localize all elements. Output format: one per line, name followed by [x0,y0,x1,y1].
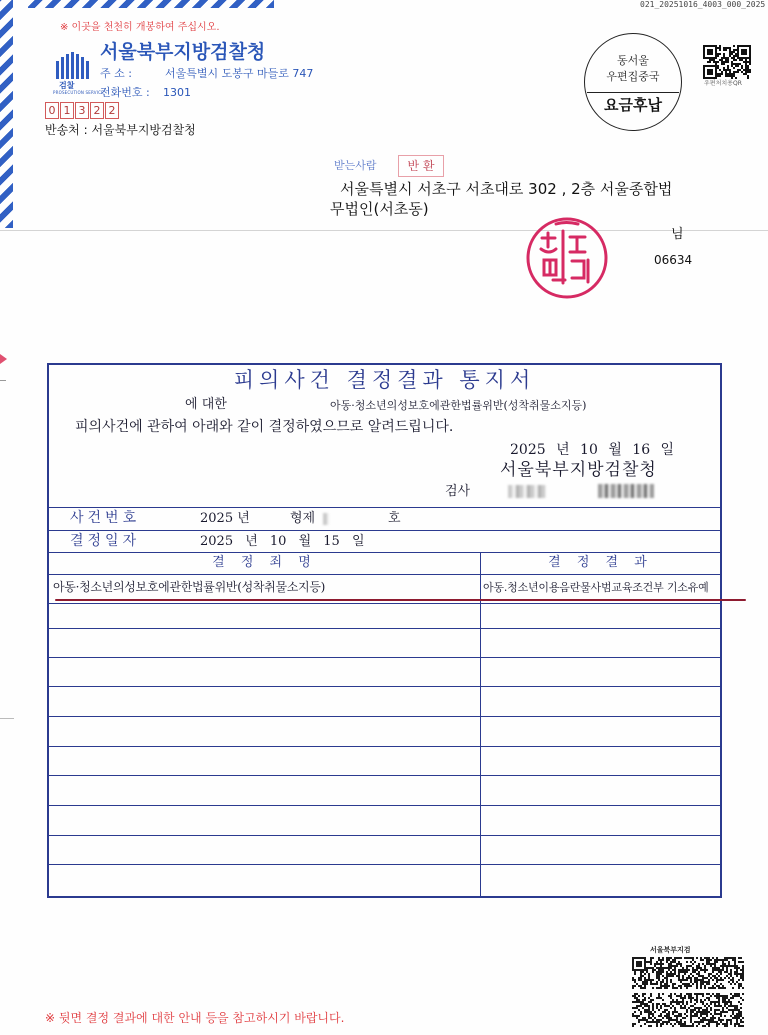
table-rule [49,835,720,836]
redacted-prosecutor-name [598,484,654,498]
table-rule [49,552,720,553]
form-title: 피의사건 결정결과 통지서 [233,368,536,392]
prosecutor-label: 검사 [445,484,471,499]
column-header-result: 결 정 결 과 [548,555,653,570]
table-cell-result: 아동.청소년이용음란물사범교육조건부 기소유예 [483,581,709,594]
sender-phone: 1301 [163,86,191,99]
postal-digit: 2 [105,102,119,119]
redacted-case-number [323,513,329,525]
recipient-postal-code: 06634 [654,253,693,267]
table-cell-charge: 아동·청소년의성보호에관한법률위반(성착취물소지등) [53,580,325,594]
document-2d-barcode [632,957,744,1027]
footer-note: ※ 뒷면 결정 결과에 대한 안내 등을 참고하시기 바랍니다. [45,1011,345,1025]
barcode-block-top [632,957,744,989]
airmail-stripe-left [0,0,13,228]
edge-marker-icon [0,354,7,364]
edge-tick [0,380,6,381]
table-rule [49,864,720,865]
case-number-label: 사건번호 [70,510,141,526]
redacted-prosecutor-name [508,485,546,498]
postal-digit: 3 [75,102,89,119]
return-address: 반송처 : 서울북부지방검찰청 [45,123,196,137]
envelope-fold-line [0,230,768,231]
charge-summary: 아동·청소년의성보호에관한법률위반(성착취물소지등) [330,399,587,412]
airmail-stripe-top [28,0,274,8]
qr-modules [703,45,751,79]
table-rule [49,805,720,806]
recipient-address-line2: 무법인(서초동) [330,200,429,218]
table-column-divider [480,552,481,896]
logo-bar [61,57,64,79]
logo-bar [81,57,84,79]
sender-address-label: 주 소 : [100,67,132,80]
table-rule [49,746,720,747]
table-rule [49,628,720,629]
table-rule [49,716,720,717]
postmark-fee: 요금후납 [604,96,662,114]
qr-label: 우편처치용QR [704,80,742,87]
case-number-suffix: 호 [388,511,401,526]
regarding-label: 에 대한 [185,397,227,412]
postal-qr-code [703,45,751,79]
notice-date: 2025 년 10 월 16 일 [510,442,675,458]
barcode-block-bottom [632,993,744,1027]
file-code: 021_20251016_4003_000_2025 [640,0,766,9]
logo-bar [71,52,74,79]
decision-date-value: 2025 년 10 월 15 일 [200,534,365,549]
barcode-label: 서울북부지검 [650,946,691,954]
red-seal-stamp [525,216,609,300]
notice-statement: 피의사건에 관하여 아래와 같이 결정하였으므로 알려드립니다. [75,419,454,435]
seal-ring [528,219,606,297]
table-rule [49,507,720,508]
sender-address: 서울특별시 도봉구 마들로 747 [165,67,314,80]
edge-tick [0,718,14,719]
decision-notice-form [47,363,722,898]
sender-phone-label: 전화번호 : [100,86,150,99]
logo-text: 검찰 [59,81,75,90]
table-rule [49,603,720,604]
case-number-type: 형제 [290,511,316,526]
case-number-year: 2025 년 [200,511,250,526]
recipient-address-line1: 서울특별시 서초구 서초대로 302 , 2층 서울종합법 [340,180,673,198]
postal-digit: 1 [60,102,74,119]
logo-subtext: PROSECUTION SERVICE [53,90,104,95]
postal-digit: 2 [90,102,104,119]
return-stamp-box: 반 환 [398,155,444,177]
column-header-charge: 결 정 죄 명 [212,555,317,570]
postal-digit: 0 [45,102,59,119]
postmark-center: 우편집중국 [606,70,660,83]
logo-bar [66,54,69,79]
table-rule [49,775,720,776]
sender-agency-name: 서울북부지방검찰청 [100,41,266,63]
seal-glyph-strokes [541,223,588,284]
recipient-label: 받는사람 [334,159,377,172]
logo-bars [56,52,89,79]
table-rule [49,530,720,531]
postmark-divider [587,92,679,93]
issuing-office: 서울북부지방검찰청 [500,460,657,480]
postmark-office: 동서울 [617,54,649,67]
recipient-honorific: 님 [671,227,684,242]
logo-bar [86,61,89,79]
prosecution-logo-icon [55,52,89,80]
logo-bar [76,54,79,79]
table-rule [49,686,720,687]
table-rule [49,657,720,658]
sender-postal-code [45,102,120,119]
table-rule [49,574,720,575]
logo-bar [56,61,59,79]
red-pen-underline [55,599,746,601]
decision-date-label: 결정일자 [70,533,141,549]
postage-stamp [584,33,682,131]
open-carefully-notice: ※ 이곳을 천천히 개봉하여 주십시오. [60,22,220,33]
